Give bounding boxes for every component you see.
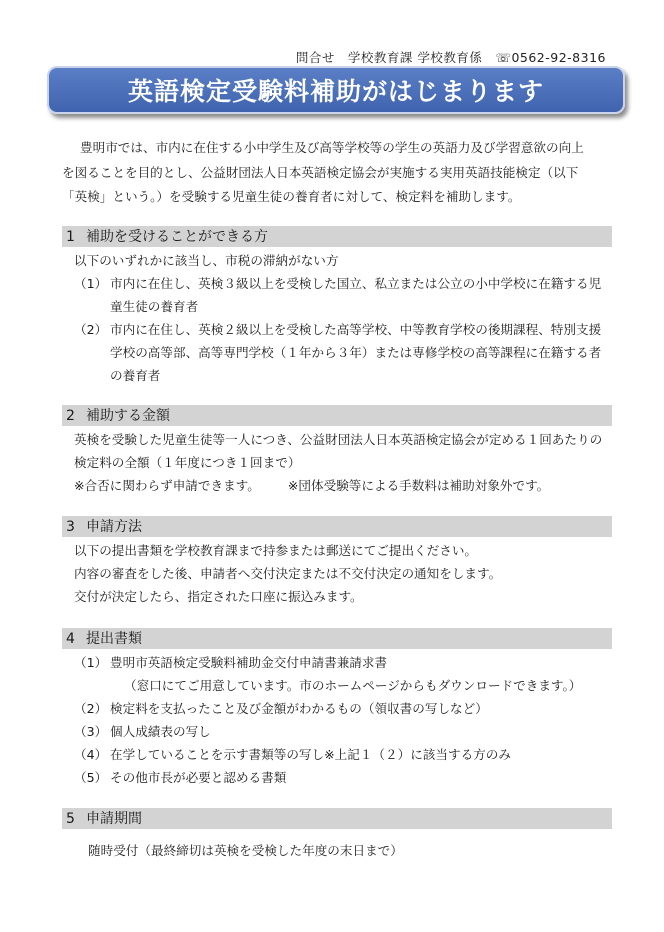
contact-info: 問合せ 学校教育課 学校教育係 ☏0562-92-8316 (295, 50, 606, 65)
intro-line: 「英検」という。）を受験する児童生徒の養育者に対して、検定料を補助します。 (62, 189, 521, 204)
section-line: 交付が決定したら、指定された口座に振込みます。 (74, 589, 363, 604)
section-documents (62, 628, 612, 789)
section-title: 提出書類 (86, 631, 142, 647)
item-label: （5） (74, 770, 108, 785)
item-label: （3） (74, 724, 108, 739)
list-item (62, 766, 612, 789)
section-lead: 以下のいずれかに該当し、市税の滞納がない方 (74, 253, 339, 268)
page-title: 英語検定受験料補助がはじまります (127, 77, 544, 106)
item-label: （1） (74, 276, 108, 291)
intro-line: を図ることを目的とし、公益財団法人日本英語検定協会が実施する実用英語技能検定（以下 (62, 164, 579, 180)
item-text: 検定料を支払ったこと及び金額がわかるもの（領収書の写しなど） (110, 701, 488, 716)
section-line: 以下の提出書類を学校教育課まで持参または郵送にてご提出ください。 (74, 543, 477, 558)
section-heading (62, 405, 612, 426)
section-amount (62, 405, 612, 497)
note: ※団体受験等による手数料は補助対象外です。 (287, 478, 550, 493)
section-period (62, 808, 612, 862)
section-title: 申請方法 (86, 519, 142, 535)
item-text: 市内に在住し、英検３級以上を受検した国立、私立または公立の小中学校に在籍する児童生徒の養育者 (110, 276, 602, 314)
section-heading (62, 628, 612, 649)
section-number: 1 (66, 229, 75, 245)
section-heading (62, 226, 612, 247)
item-text: その他市長が必要と認める書類 (110, 770, 287, 785)
section-notes (62, 474, 612, 497)
item-text: 個人成績表の写し (110, 724, 211, 739)
list-item (62, 720, 612, 743)
section-method (62, 516, 612, 608)
section-heading (62, 516, 612, 537)
item-text: 豊明市英語検定受験料補助金交付申請書兼請求書 (110, 655, 388, 670)
intro-line: 豊明市では、市内に在住する小中学生及び高等学校等の学生の英語力及び学習意欲の向上 (80, 140, 584, 155)
section-title: 補助を受けることができる方 (86, 229, 268, 245)
item-text: 市内に在住し、英検２級以上を受検した高等学校、中等教育学校の後期課程、特別支援学校の高等部、高等専門学校（１年から３年）または専修学校の高等課程に在籍する者の養育者 (110, 322, 602, 383)
section-line: 内容の審査をした後、申請者へ交付決定または不交付決定の通知をします。 (74, 566, 502, 581)
section-number: 5 (66, 811, 75, 827)
intro-paragraph (62, 136, 614, 210)
list-item (62, 272, 612, 318)
page-title-banner (47, 66, 625, 114)
list-item (62, 651, 612, 674)
section-heading (62, 808, 612, 829)
item-label: （1） (74, 655, 108, 670)
note: ※合否に関わらず申請できます。 (74, 478, 260, 493)
section-title: 申請期間 (86, 811, 142, 827)
section-body: 随時受付（最終締切は英検を受検した年度の末日まで） (88, 843, 403, 858)
section-title: 補助する金額 (86, 408, 170, 424)
section-eligibility (62, 226, 612, 387)
sub-note: （窓口にてご用意しています。市のホームページからもダウンロードできます。） (124, 678, 582, 693)
section-number: 2 (66, 408, 75, 424)
list-item (62, 697, 612, 720)
list-item (62, 318, 612, 387)
item-label: （2） (74, 701, 108, 716)
section-body: 英検を受験した児童生徒等一人につき、公益財団法人日本英語検定協会が定める１回あたりの検定料の全額（１年度につき１回まで） (74, 432, 603, 470)
section-number: 4 (66, 631, 75, 647)
item-text: 在学していることを示す書類等の写し※上記１（２）に該当する方のみ (110, 747, 511, 762)
section-number: 3 (66, 519, 75, 535)
list-item (62, 743, 612, 766)
item-label: （4） (74, 747, 108, 762)
item-label: （2） (74, 322, 108, 337)
